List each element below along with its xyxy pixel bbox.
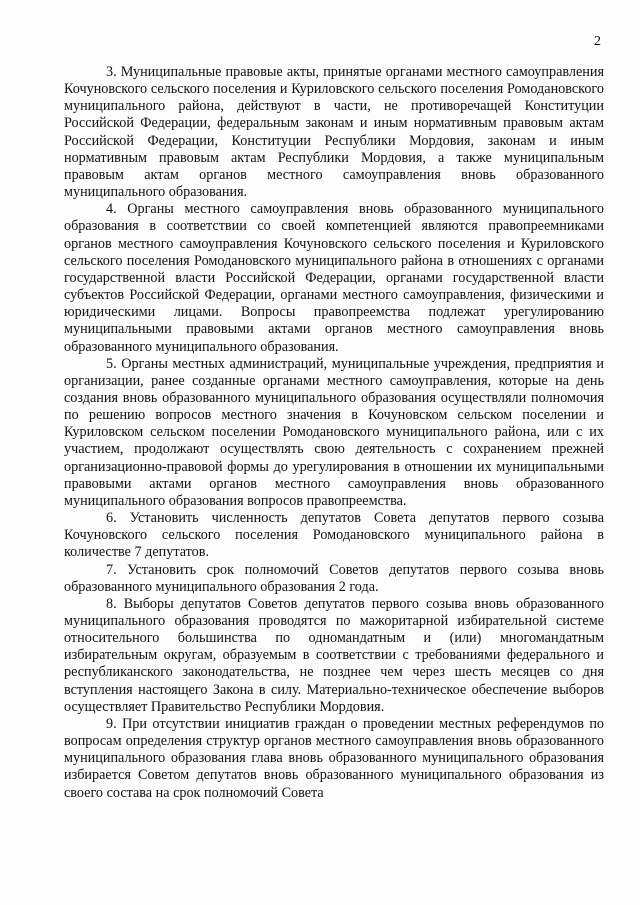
paragraph-8: 8. Выборы депутатов Советов депутатов первого созыва вновь образованного муниципального образования проводятся по мажоритарной избирательной системе относительного большинства по одномандатным и (или) многомандатным избирательным округам, образуемым в соответствии с требованиями федерального и республиканского законодательства, не позднее чем через шесть месяцев со дня вступления настоящего Закона в силу. Материально-техническое обеспечение выборов осуществляет Правительство Республики Мордовия. xyxy=(64,595,604,715)
paragraph-7: 7. Установить срок полномочий Советов депутатов первого созыва вновь образованного муниципального образования 2 года. xyxy=(64,561,604,595)
document-body xyxy=(64,64,604,802)
paragraph-6: 6. Установить численность депутатов Совета депутатов первого созыва Кочуновского сельского поселения Ромодановского муниципального района в количестве 7 депутатов. xyxy=(64,510,604,561)
paragraph-9: 9. При отсутствии инициатив граждан о проведении местных референдумов по вопросам определения структур органов местного самоуправления вновь образованного муниципального образования глава вновь образованного муниципального образования избирается Советом депутатов вновь образованного муниципального образования из своего состава на срок полномочий Совета xyxy=(64,715,604,801)
paragraph-5: 5. Органы местных администраций, муниципальные учреждения, предприятия и организации, ранее созданные органами местного самоуправления, которые на день создания вновь образованного муниципального образования осуществляли полномочия по решению вопросов местного значения в Кочуновском сельском поселении и Куриловском сельском поселении Ромодановского муниципального района, или с их участием, продолжают осуществлять свою деятельность с сохранением прежней организационно-правовой формы до урегулирования в отношении их муниципальными правовыми актами органов местного самоуправления вновь образованного муниципального образования вопросов правопреемства. xyxy=(64,355,604,509)
page-number: 2 xyxy=(594,34,601,49)
paragraph-3: 3. Муниципальные правовые акты, принятые органами местного самоуправления Кочуновского сельского поселения и Куриловского сельского поселения Ромодановского муниципального района, действуют в части, не противоречащей Конституции Российской Федерации, федеральным законам и иным нормативным правовым актам Российской Федерации, Конституции Республики Мордовия, законам и иным нормативным правовым актам Республики Мордовия, а также муниципальным правовым актам органов местного самоуправления вновь образованного муниципального образования. xyxy=(64,64,604,201)
paragraph-4: 4. Органы местного самоуправления вновь образованного муниципального образования в соответствии со своей компетенцией являются правопреемниками органов местного самоуправления Кочуновского сельского поселения и Куриловского сельского поселения Ромодановского муниципального района в отношениях с органами государственной власти Российской Федерации, органами государственной власти субъектов Российской Федерации, органами местного самоуправления, физическими и юридическими лицами. Вопросы правопреемства подлежат урегулированию муниципальными правовыми актами органов местного самоуправления вновь образованного муниципального образования. xyxy=(64,201,604,355)
